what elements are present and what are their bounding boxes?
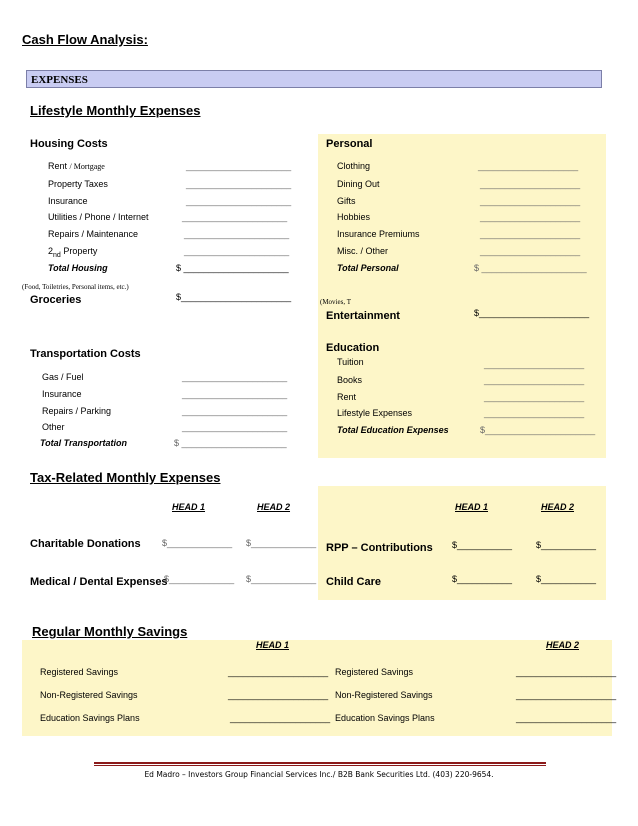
housing-item: Utilities / Phone / Internet: [48, 212, 149, 222]
savings-right-item: Non-Registered Savings: [335, 690, 433, 700]
education-item: Lifestyle Expenses: [337, 408, 413, 418]
education-rent-field[interactable]: ____________________: [484, 392, 585, 402]
page-title: Cash Flow Analysis:: [22, 32, 148, 47]
personal-item: Gifts: [337, 196, 356, 206]
second-property-label: [48, 246, 97, 259]
savings-left-item: Education Savings Plans: [40, 713, 140, 723]
total-personal-label: Total Personal: [337, 263, 399, 273]
tax-head1-left: HEAD 1: [172, 502, 206, 512]
savings-left-item: Registered Savings: [40, 667, 119, 677]
expenses-section-bar: EXPENSES: [26, 70, 602, 88]
registered-head1-field[interactable]: ____________________: [228, 667, 329, 677]
hobbies-field[interactable]: ____________________: [480, 212, 581, 222]
nonregistered-head1-field[interactable]: ____________________: [228, 690, 329, 700]
tax-heading: Tax-Related Monthly Expenses: [30, 470, 221, 485]
total-housing-label: Total Housing: [48, 263, 108, 273]
registered-head2-field[interactable]: ____________________: [516, 667, 617, 677]
education-item: Books: [337, 375, 363, 385]
books-field[interactable]: ____________________: [484, 375, 585, 385]
transport-item: Repairs / Parking: [42, 406, 112, 416]
medical-head2-field[interactable]: $_____________: [246, 574, 317, 584]
personal-item: Hobbies: [337, 212, 371, 222]
rpp-head1-field[interactable]: $___________: [452, 540, 513, 550]
charitable-head2-field[interactable]: $_____________: [246, 538, 317, 548]
total-education-field[interactable]: $______________________: [480, 425, 596, 435]
tax-right-item: RPP – Contributions: [326, 542, 433, 554]
misc-other-field[interactable]: ____________________: [480, 246, 581, 256]
savings-head1: HEAD 1: [256, 640, 290, 650]
total-transport-label: Total Transportation: [40, 438, 128, 448]
savings-right-item: Registered Savings: [335, 667, 414, 677]
entertainment-label: Entertainment: [326, 310, 400, 322]
footer-text: Ed Madro – Investors Group Financial Services Inc./ B2B Bank Securities Ltd. (403) 220-9654.: [144, 770, 494, 779]
groceries-field[interactable]: $______________________: [176, 292, 292, 302]
savings-left-item: Non-Registered Savings: [40, 690, 138, 700]
property-taxes-field[interactable]: _____________________: [186, 179, 292, 189]
utilities-field[interactable]: _____________________: [182, 212, 288, 222]
total-education-label: Total Education Expenses: [337, 425, 449, 435]
rent-sub: / Mortgage: [69, 162, 105, 171]
tax-left-item: Charitable Donations: [30, 538, 141, 550]
personal-item: Dining Out: [337, 179, 380, 189]
second-text: Property: [63, 246, 98, 256]
lifestyle-heading: Lifestyle Monthly Expenses: [30, 103, 201, 118]
clothing-field[interactable]: ____________________: [478, 161, 579, 171]
gifts-field[interactable]: ____________________: [480, 196, 581, 206]
education-savings-head1-field[interactable]: ____________________: [230, 713, 331, 723]
savings-right-item: Education Savings Plans: [335, 713, 435, 723]
footer-rule: [94, 762, 546, 764]
personal-item: Misc. / Other: [337, 246, 389, 256]
repairs-maintenance-field[interactable]: _____________________: [184, 229, 290, 239]
rent-field[interactable]: _____________________: [186, 161, 292, 171]
total-transport-field[interactable]: $ _____________________: [174, 438, 287, 448]
rpp-head2-field[interactable]: $___________: [536, 540, 597, 550]
charitable-head1-field[interactable]: $_____________: [162, 538, 233, 548]
tax-head2-right: HEAD 2: [541, 502, 575, 512]
childcare-head1-field[interactable]: $___________: [452, 574, 513, 584]
housing-item: Insurance: [48, 196, 88, 206]
tax-head1-right: HEAD 1: [455, 502, 489, 512]
personal-heading: Personal: [326, 138, 373, 150]
lifestyle-expenses-field[interactable]: ____________________: [484, 408, 585, 418]
transport-other-field[interactable]: _____________________: [182, 422, 288, 432]
childcare-head2-field[interactable]: $___________: [536, 574, 597, 584]
education-heading: Education: [326, 342, 380, 354]
nonregistered-head2-field[interactable]: ____________________: [516, 690, 617, 700]
second-prefix: 2: [48, 246, 54, 256]
education-savings-head2-field[interactable]: ____________________: [516, 713, 617, 723]
entertainment-field[interactable]: $______________________: [474, 308, 590, 318]
savings-head2: HEAD 2: [546, 640, 580, 650]
rent-text: Rent: [48, 161, 68, 171]
gas-fuel-field[interactable]: _____________________: [182, 372, 288, 382]
savings-heading: Regular Monthly Savings: [32, 624, 188, 639]
second-sub: nd: [53, 251, 61, 259]
insurance-premiums-field[interactable]: ____________________: [480, 229, 581, 239]
dining-out-field[interactable]: ____________________: [480, 179, 581, 189]
transport-heading: Transportation Costs: [30, 348, 141, 360]
rent-label: [48, 161, 105, 171]
transport-item: Insurance: [42, 389, 82, 399]
repairs-parking-field[interactable]: _____________________: [182, 406, 288, 416]
education-item: Rent: [337, 392, 357, 402]
second-property-field[interactable]: _____________________: [184, 246, 290, 256]
education-item: Tuition: [337, 357, 364, 367]
entertainment-note: (Movies, T: [320, 298, 351, 306]
transport-item: Gas / Fuel: [42, 372, 84, 382]
personal-item: Clothing: [337, 161, 371, 171]
groceries-note: (Food, Toiletries, Personal items, etc.): [22, 283, 129, 291]
housing-item: Property Taxes: [48, 179, 108, 189]
tax-left-item: Medical / Dental Expenses: [30, 576, 168, 588]
groceries-label: Groceries: [30, 294, 82, 306]
housing-heading: Housing Costs: [30, 138, 108, 150]
housing-insurance-field[interactable]: _____________________: [186, 196, 292, 206]
personal-item: Insurance Premiums: [337, 229, 420, 239]
medical-head1-field[interactable]: $_____________: [164, 574, 235, 584]
footer-rule-thin: [94, 765, 546, 766]
tax-right-item: Child Care: [326, 576, 382, 588]
tax-head2-left: HEAD 2: [257, 502, 291, 512]
transport-item: Other: [42, 422, 65, 432]
tuition-field[interactable]: ____________________: [484, 359, 585, 369]
transport-insurance-field[interactable]: _____________________: [182, 389, 288, 399]
housing-item: Repairs / Maintenance: [48, 229, 139, 239]
total-housing-field[interactable]: $ _____________________: [176, 263, 289, 273]
total-personal-field[interactable]: $ _____________________: [474, 263, 587, 273]
